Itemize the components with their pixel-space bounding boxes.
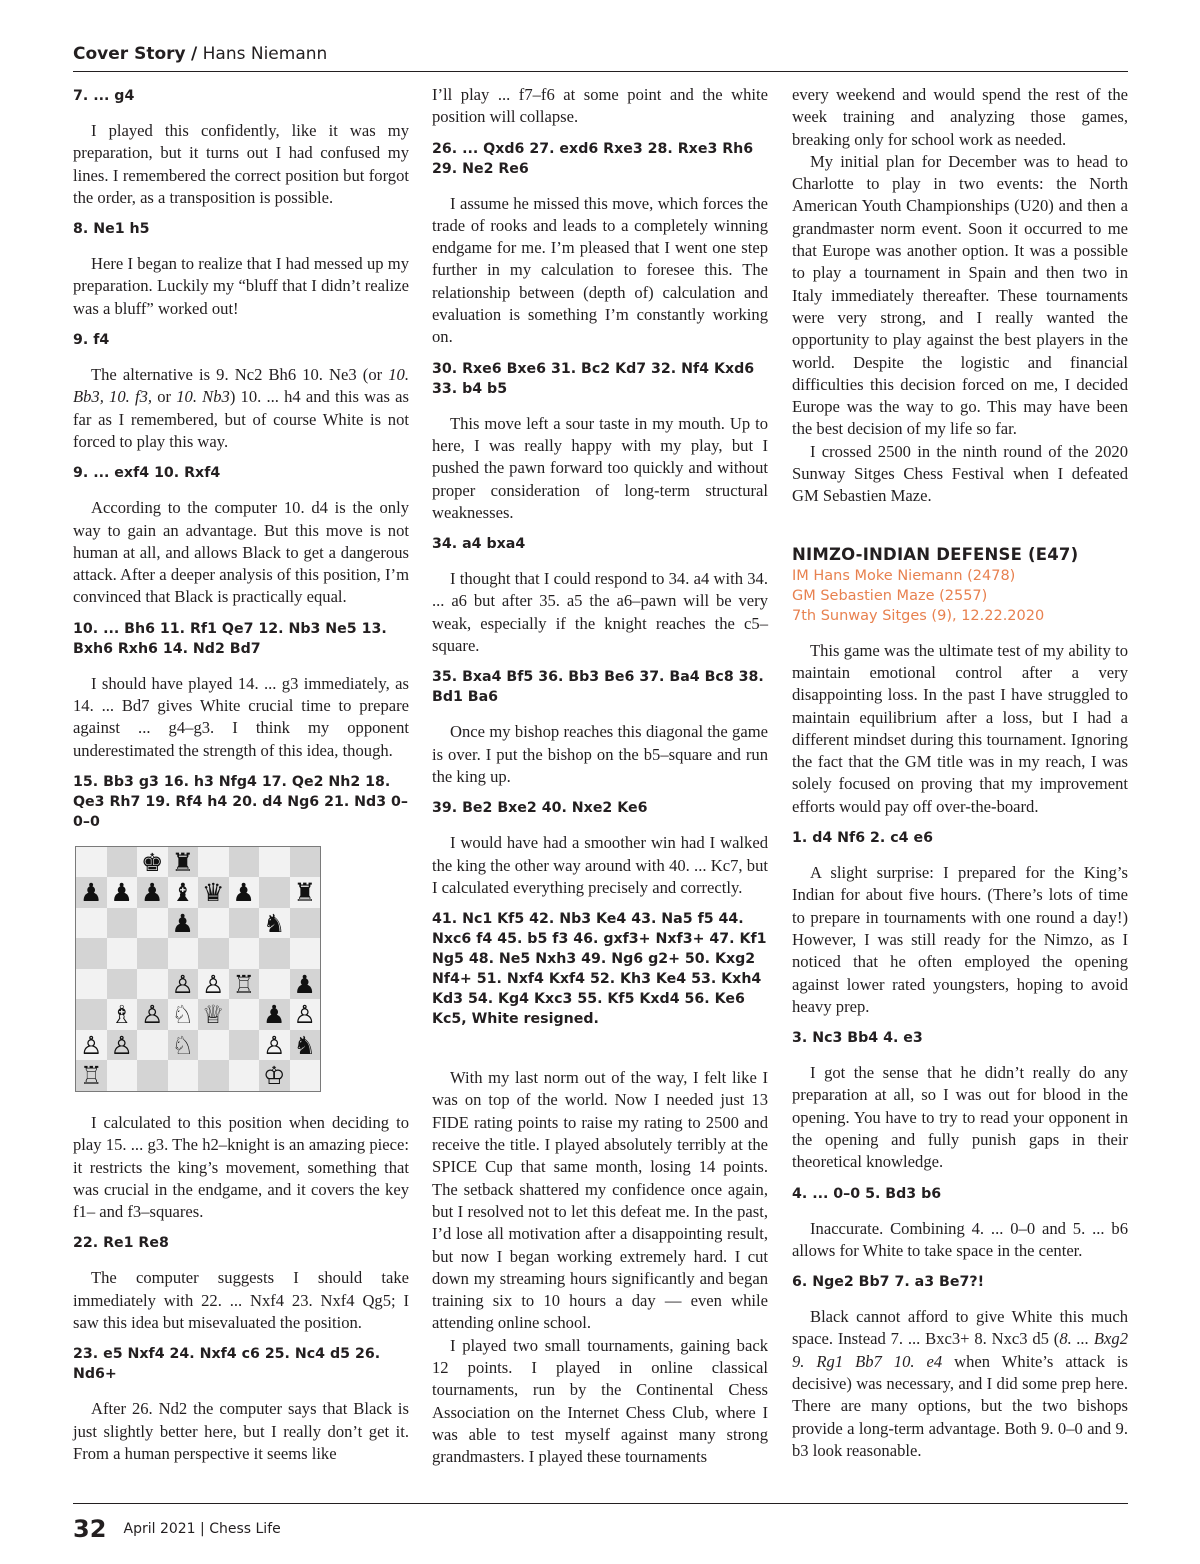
move-heading: 39. Be2 Bxe2 40. Nxe2 Ke6 <box>432 800 648 817</box>
board-square <box>229 938 260 969</box>
paragraph: After 26. Nd2 the computer says that Black is just slightly better here, but I really don’t get it. From a human perspective it seems like <box>73 1399 409 1463</box>
chess-piece: ♚ <box>137 847 168 878</box>
move-heading: 41. Nc1 Kf5 42. Nb3 Ke4 43. Na5 f5 44. Nxc6 f4 45. b5 f3 46. gxf3+ Nxf3+ 47. Kf1 Ng5 48. Ne5 Nxh3 49. Ng6 g2+ 50. Kxg2 Nf4+ 51. Nxf4 Kxf4 52. Kh3 Ke4 53. Kxh4 Kd3 54. Kg4 Kxc3 55. Kf5 Kxd4 56. Ke6 Kc5, White resigned. <box>432 911 767 1028</box>
header-separator: / <box>191 44 198 64</box>
paragraph: My initial plan for December was to head to Charlotte to play in two events: the North American Youth Championships (U20) and then a grandmaster norm event. Soon it occurred to me that Europe was another option. It was a possible to play a tournament in Spain and then two in Italy immediately thereafter. These tournaments were very strong, and I really wanted the opportunity to play against the best players in the world. Despite the logistic and financial difficulties this decision forced on me, I decided Europe was the way to go. This may have been the best decision of my life so far. <box>792 151 1128 439</box>
chess-piece: ♞ <box>290 1030 321 1061</box>
column-2 <box>432 84 768 1468</box>
chess-piece: ♙ <box>290 999 321 1030</box>
paragraph: Black cannot afford to give White this much space. Instead 7. ... Bxc3+ 8. Nxc3 d5 (8. ... Bxg2 9. Rg1 Bb7 10. e4 when White’s attack is decisive) was necessary, and I did some prep here. There are many options, but the two bishops provide a long-term advantage. Both 9. 0–0 and 9. b3 look reasonable. <box>792 1307 1128 1460</box>
move-heading: 9. ... exf4 10. Rxf4 <box>73 465 221 482</box>
paragraph: A slight surprise: I prepared for the King’s Indian for about five hours. (There’s lots of time to prepare in tournaments with one round a day!) However, I was still ready for the Nimzo, as I noticed that he often employed the opening against lower rated youngsters, hoping to avoid heavy prep. <box>792 863 1128 1016</box>
board-square <box>259 877 290 908</box>
move-heading: 1. d4 Nf6 2. c4 e6 <box>792 830 933 847</box>
board-square <box>76 938 107 969</box>
chess-piece: ♖ <box>76 1060 107 1091</box>
chess-piece: ♝ <box>168 877 199 908</box>
chess-piece: ♙ <box>198 969 229 1000</box>
move-heading: 30. Rxe6 Bxe6 31. Bc2 Kd7 32. Nf4 Kxd6 33. b4 b5 <box>432 360 755 397</box>
move-heading: 34. a4 bxa4 <box>432 536 526 553</box>
board-square <box>76 999 107 1030</box>
board-square <box>259 969 290 1000</box>
running-header <box>73 44 1128 72</box>
chess-piece: ♕ <box>198 999 229 1030</box>
paragraph: Here I began to realize that I had messed up my preparation. Luckily my “bluff that I didn’t realize was a bluff” worked out! <box>73 254 409 318</box>
move-heading: 10. ... Bh6 11. Rf1 Qe7 12. Nb3 Ne5 13. Bxh6 Rxh6 14. Nd2 Bd7 <box>73 620 387 657</box>
chess-piece: ♙ <box>259 1030 290 1061</box>
paragraph: Inaccurate. Combining 4. ... 0–0 and 5. ... b6 allows for White to take space in the center. <box>792 1218 1128 1260</box>
paragraph: I played this confidently, like it was my preparation, but it turns out I had confused my lines. I remembered the correct position but forgot the order, as a transposition is possible. <box>73 121 409 207</box>
column-3 <box>792 84 1128 1462</box>
paragraph: I crossed 2500 in the ninth round of the 2020 Sunway Sitges Chess Festival when I defeated GM Sebastien Maze. <box>792 441 1128 506</box>
chess-piece: ♙ <box>76 1030 107 1061</box>
board-square <box>107 1060 138 1091</box>
chess-piece: ♖ <box>229 969 260 1000</box>
move-heading: 3. Nc3 Bb4 4. e3 <box>792 1030 923 1047</box>
board-square <box>76 847 107 878</box>
chess-piece: ♟ <box>168 908 199 939</box>
footer-rule <box>73 1503 1128 1504</box>
board-square <box>229 847 260 878</box>
white-player: IM Hans Moke Niemann (2478) <box>792 567 1016 584</box>
board-square <box>290 908 321 939</box>
board-square <box>76 969 107 1000</box>
paragraph: I played two small tournaments, gaining back 12 points. I played in online classical tournaments, run by the Continental Chess Association on the Internet Chess Club, where I was able to test myself against many strong grandmasters. I played these tournaments <box>432 1335 768 1467</box>
chess-piece: ♘ <box>168 1030 199 1061</box>
chess-piece: ♟ <box>259 999 290 1030</box>
board-square <box>76 908 107 939</box>
chess-piece: ♟ <box>229 877 260 908</box>
chess-piece: ♟ <box>137 877 168 908</box>
paragraph: I would have had a smoother win had I walked the king the other way around with 40. ... Kc7, but I calculated everything precisely and correctly. <box>432 833 768 897</box>
move-heading: 8. Ne1 h5 <box>73 221 150 238</box>
move-heading: 15. Bb3 g3 16. h3 Nfg4 17. Qe2 Nh2 18. Qe3 Rh7 19. Rf4 h4 20. d4 Ng6 21. Nd3 0–0–0 <box>73 773 408 830</box>
chess-piece: ♘ <box>168 999 199 1030</box>
paragraph: The computer suggests I should take immediately with 22. ... Nxf4 23. Nxf4 Qg5; I saw this idea but misevaluated the position. <box>73 1268 409 1333</box>
black-player: GM Sebastien Maze (2557) <box>792 587 988 604</box>
chess-piece: ♗ <box>107 999 138 1030</box>
board-square <box>259 938 290 969</box>
footer-info: April 2021 | Chess Life <box>123 1521 281 1537</box>
section-label: Cover Story <box>73 44 186 64</box>
board-square <box>137 1030 168 1061</box>
board-square <box>137 969 168 1000</box>
board-square <box>229 908 260 939</box>
board-square <box>107 969 138 1000</box>
chess-piece: ♙ <box>107 1030 138 1061</box>
chess-piece: ♟ <box>107 877 138 908</box>
chess-piece: ♟ <box>290 969 321 1000</box>
chess-piece: ♟ <box>76 877 107 908</box>
board-square <box>290 1060 321 1091</box>
event-info: 7th Sunway Sitges (9), 12.22.2020 <box>792 607 1045 624</box>
paragraph: This move left a sour taste in my mouth. Up to here, I was really happy with my play, but I pushed the pawn forward too quickly and without proper consideration of long-term structural weaknesses. <box>432 413 768 522</box>
board-square <box>259 847 290 878</box>
board-square <box>198 938 229 969</box>
paragraph: I thought that I could respond to 34. a4 with 34. ... a6 but after 35. a5 the a6–pawn will be very weak, especially if the knight reaches the c5–square. <box>432 569 768 656</box>
paragraph: This game was the ultimate test of my ability to maintain emotional control after a very disappointing loss. In the past I have struggled to maintain equilibrium after a loss, but I had a different mindset during this tournament. Ignoring the fact that the GM title was in my reach, I was solely focused on proving that my improvement efforts would pay off over-the-board. <box>792 640 1128 816</box>
paragraph: I’ll play ... f7–f6 at some point and the white position will collapse. <box>432 85 768 127</box>
header-title: Hans Niemann <box>202 44 328 64</box>
move-heading: 22. Re1 Re8 <box>73 1235 169 1252</box>
board-square <box>290 938 321 969</box>
paragraph: With my last norm out of the way, I felt like I was on top of the world. Now I needed just 13 FIDE rating points to raise my rating to 2500 and receive the title. I played absolutely terribly at the SPICE Cup that same month, losing 14 points. The setback shattered my confidence once again, but I resolved not to let this defeat me. In the past, I’d lose all motivation after a disappointing result, but now I began working extremely hard. I cut down my streaming hours significantly and began training six to 10 hours a day — even while attending online school. <box>432 1068 768 1333</box>
board-square <box>229 999 260 1030</box>
paragraph: I calculated to this position when deciding to play 15. ... g3. The h2–knight is an amazing piece: it restricts the king’s movement, something that was crucial in the endgame, and it covers the key f1– and f3–squares. <box>73 1112 409 1222</box>
board-square <box>107 847 138 878</box>
move-heading: 7. ... g4 <box>73 88 135 104</box>
chess-piece: ♜ <box>290 877 321 908</box>
move-heading: 23. e5 Nxf4 24. Nxf4 c6 25. Nc4 d5 26. Nd6+ <box>73 1346 381 1383</box>
board-square <box>137 938 168 969</box>
board-square <box>290 847 321 878</box>
board-square <box>198 1060 229 1091</box>
paragraph: I should have played 14. ... g3 immediately, as 14. ... Bd7 gives White crucial time to prepare against ... g4–g3. I think my opponent underestimated the strength of this idea, though. <box>73 673 409 760</box>
chess-piece: ♞ <box>259 908 290 939</box>
column-1 <box>73 84 409 1465</box>
board-square <box>168 1060 199 1091</box>
header-rule <box>73 71 1128 72</box>
board-square <box>198 908 229 939</box>
page-number: 32 <box>73 1515 107 1543</box>
move-heading: 35. Bxa4 Bf5 36. Bb3 Be6 37. Ba4 Bc8 38. Bd1 Ba6 <box>432 669 764 706</box>
move-heading: 4. ... 0–0 5. Bd3 b6 <box>792 1185 942 1202</box>
board-square <box>198 847 229 878</box>
game-title: NIMZO-INDIAN DEFENSE (E47) <box>792 544 1079 564</box>
move-heading: 26. ... Qxd6 27. exd6 Rxe3 28. Rxe3 Rh6 29. Ne2 Re6 <box>432 140 754 177</box>
move-heading: 9. f4 <box>73 332 110 349</box>
paragraph: The alternative is 9. Nc2 Bh6 10. Ne3 (or 10. Bb3, 10. f3, or 10. Nb3) 10. ... h4 and this was as far as I remembered, but of course White is not forced to play this way. <box>73 365 409 451</box>
chess-diagram <box>75 846 321 1092</box>
paragraph: every weekend and would spend the rest of the week training and analyzing those games, breaking only for school work as needed. <box>792 85 1128 149</box>
board-square <box>137 1060 168 1091</box>
board-square <box>198 1030 229 1061</box>
board-square <box>137 908 168 939</box>
paragraph: According to the computer 10. d4 is the only way to gain an advantage. But this move is not human at all, and allows Black to get a dangerous attack. After a deeper analysis of this position, I’m convinced that Black is practically equal. <box>73 498 409 607</box>
board-square <box>107 938 138 969</box>
move-heading: 6. Nge2 Bb7 7. a3 Be7?! <box>792 1274 985 1291</box>
chess-piece: ♛ <box>198 877 229 908</box>
paragraph: Once my bishop reaches this diagonal the game is over. I put the bishop on the b5–square and run the king up. <box>432 722 768 786</box>
paragraph: I assume he missed this move, which forces the trade of rooks and leads to a completely winning endgame for me. I’m pleased that I went one step further in my calculation to foresee this. The relationship between (depth of) calculation and evaluation is something I’m constantly working on. <box>432 193 768 347</box>
chess-piece: ♜ <box>168 847 199 878</box>
paragraph: I got the sense that he didn’t really do any preparation at all, so I was out for blood in the opening. You have to try to read your opponent in the opening and fully punish gaps in their theoretical knowledge. <box>792 1063 1128 1172</box>
page-footer <box>73 1515 281 1555</box>
board-square <box>168 938 199 969</box>
board-square <box>229 1030 260 1061</box>
board-square <box>107 908 138 939</box>
chess-piece: ♙ <box>168 969 199 1000</box>
chess-piece: ♙ <box>137 999 168 1030</box>
chess-piece: ♔ <box>259 1060 290 1091</box>
board-square <box>229 1060 260 1091</box>
